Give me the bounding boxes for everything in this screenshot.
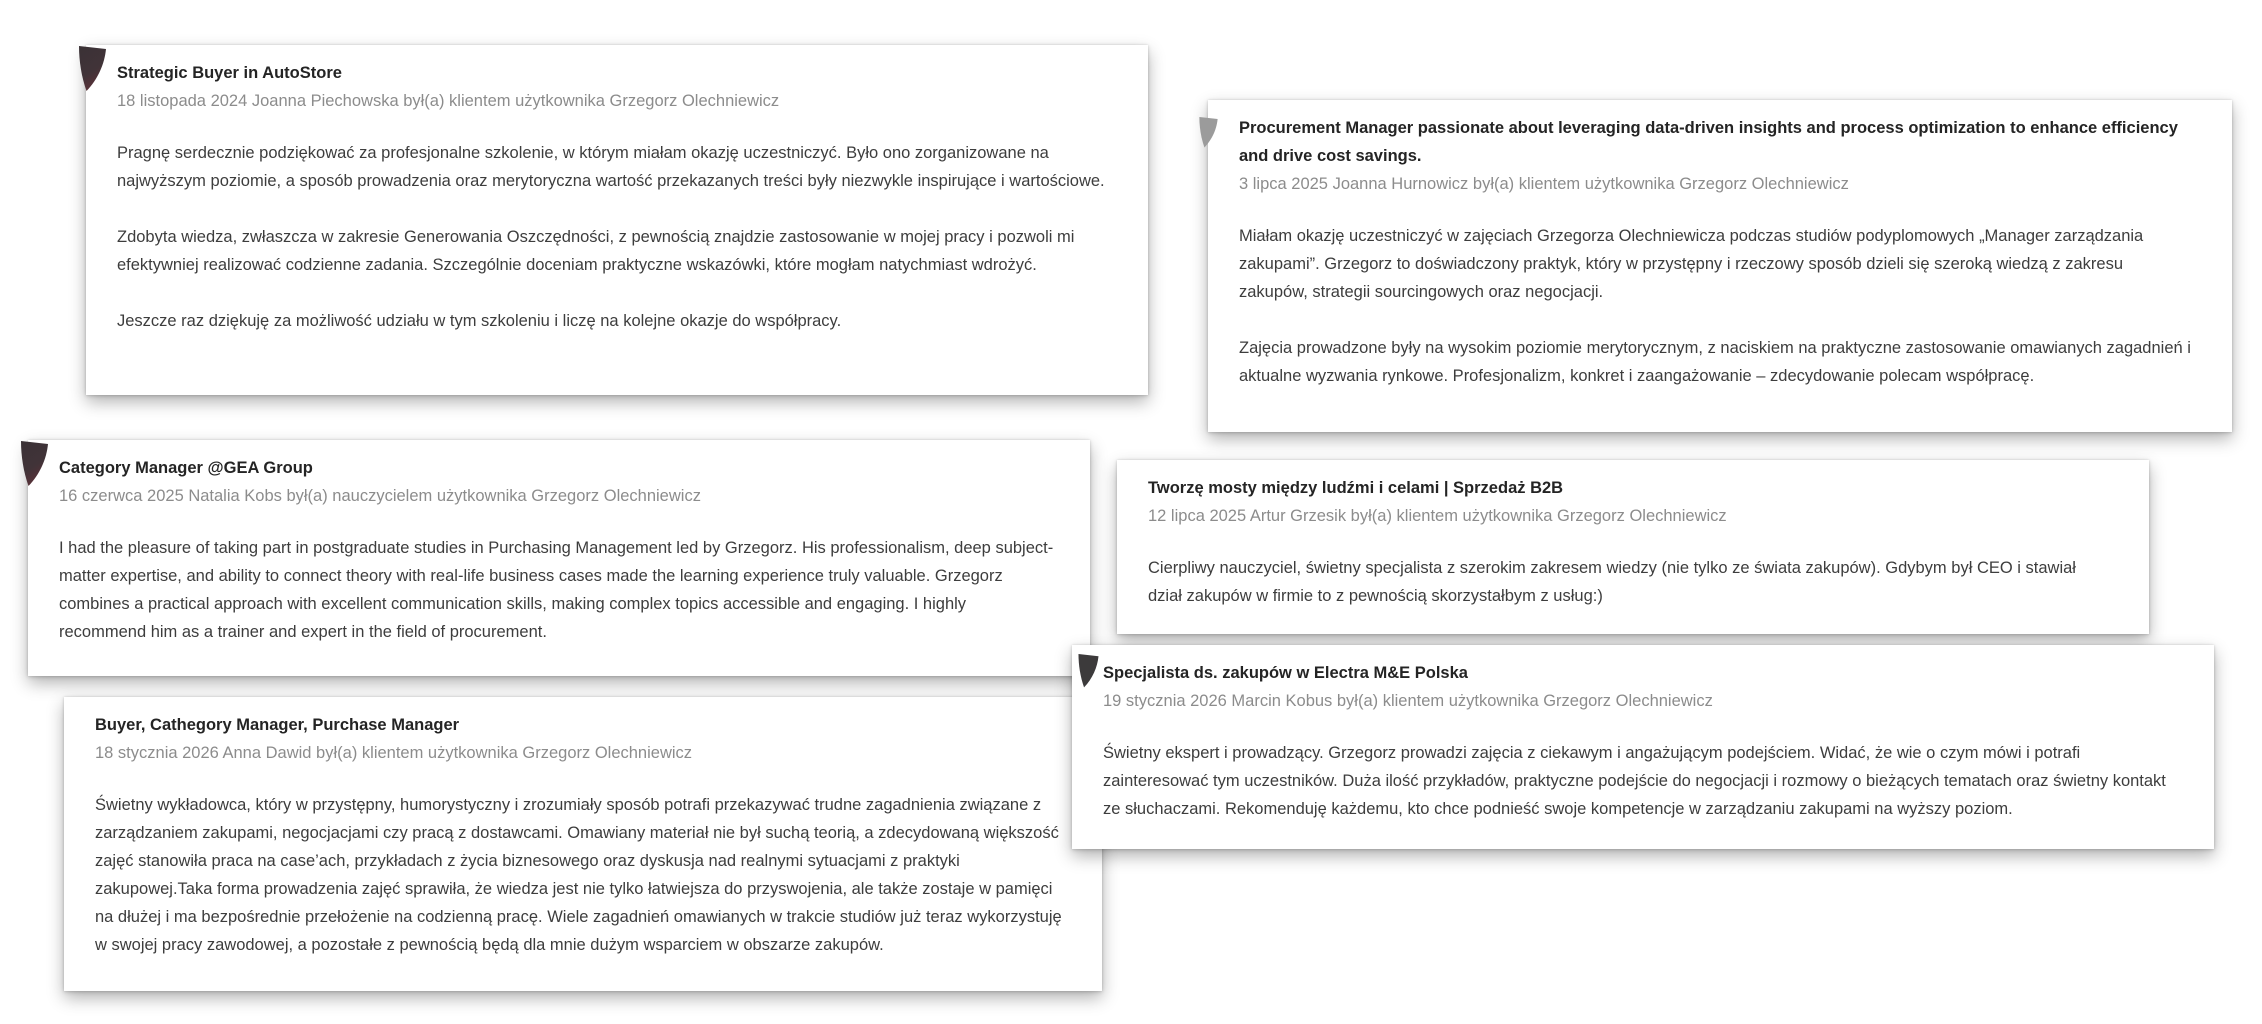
recommendation-paragraph: Świetny wykładowca, który w przystępny, humorystyczny i zrozumiały sposób potrafi przekazywać trudne zagadnienia związane z zarządzaniem zakupami, negocjacjami czy pracą z dostawcami. Omawiany materiał nie był suchą teorią, a zdecydowaną większość zajęć stanowiła praca na case’ach, przykładach z życia biznesowego oraz dyskusja nad realnymi sytuacjami z praktyki zakupowej.Taka forma prowadzenia zajęć sprawiła, że wiedza jest nie tylko łatwiejsza do przyswojenia, ale także zostaje w pamięci na dłużej i ma bezpośrednie przełożenie na codzienną pracę. Wiele zagadnień omawianych w trakcie studiów już teraz wykorzystuję w swojej pracy zawodowej, a pozostałe z pewnością będą dla mnie dużym wsparciem w obszarze zakupów.: [95, 796, 1062, 954]
recommendation-text: [1148, 554, 2113, 610]
recommendation-meta: 3 lipca 2025 Joanna Hurnowicz był(a) klientem użytkownika Grzegorz Olechniewicz: [1239, 175, 1849, 193]
recommendation-card-grzesik: [1117, 460, 2149, 634]
recommendation-paragraph: Miałam okazję uczestniczyć w zajęciach Grzegorza Olechniewicza podczas studiów podyplomowych „Manager zarządzania zakupami”. Grzegorz to doświadczony praktyk, który w przystępny i rzeczowy sposób dzieli się szeroką wiedzą z zakresu zakupów, strategii sourcingowych oraz negocjacji.: [1239, 227, 2144, 301]
recommendation-card-kobs: [28, 440, 1090, 676]
card-header: [1239, 114, 2196, 198]
recommendation-paragraph: I had the pleasure of taking part in postgraduate studies in Purchasing Management led by Grzegorz. His professionalism, deep subject-matter expertise, and ability to connect theory with real-life business cases made the learning experience truly valuable. Grzegorz combines a practical approach with excellent communication skills, making complex topics accessible and engaging. I highly recommend him as a trainer and expert in the field of procurement.: [59, 539, 1054, 641]
folded-corner-icon: [1198, 117, 1219, 146]
recommender-headline: Buyer, Cathegory Manager, Purchase Manager: [95, 716, 460, 734]
recommender-headline: Tworzę mosty między ludźmi i celami | Sprzedaż B2B: [1148, 479, 1564, 497]
folded-corner-icon: [19, 441, 50, 487]
recommendation-meta: 19 stycznia 2026 Marcin Kobus był(a) klientem użytkownika Grzegorz Olechniewicz: [1103, 692, 1713, 710]
recommender-headline: Specjalista ds. zakupów w Electra M&E Polska: [1103, 664, 1468, 682]
card-header: [59, 454, 1054, 510]
recommendation-card-hurnowicz: [1208, 100, 2232, 432]
recommendation-text: [1239, 222, 2196, 390]
recommendation-text: [117, 139, 1112, 335]
recommender-headline: Category Manager @GEA Group: [59, 459, 313, 477]
recommendation-paragraph: Zdobyta wiedza, zwłaszcza w zakresie Generowania Oszczędności, z pewnością znajdzie zastosowanie w mojej pracy i pozwoli mi efektywniej realizować codzienne zadania. Szczególnie doceniam praktyczne wskazówki, które mogłam natychmiast wdrożyć.: [117, 228, 1075, 274]
recommendation-card-piechowska: [86, 45, 1148, 395]
recommendation-paragraph: Pragnę serdecznie podziękować za profesjonalne szkolenie, w którym miałam okazję uczestniczyć. Było ono zorganizowane na najwyższym poziomie, a sposób prowadzenia oraz merytoryczna wartość przekazanych treści były niezwykle inspirujące i wartościowe.: [117, 144, 1105, 190]
recommendation-meta: 18 stycznia 2026 Anna Dawid był(a) klientem użytkownika Grzegorz Olechniewicz: [95, 744, 693, 762]
recommendation-meta: 16 czerwca 2025 Natalia Kobs był(a) nauczycielem użytkownika Grzegorz Olechniewicz: [59, 487, 701, 505]
recommendation-meta: 18 listopada 2024 Joanna Piechowska był(a) klientem użytkownika Grzegorz Olechniewicz: [117, 92, 780, 110]
card-header: [1103, 659, 2178, 715]
recommendation-paragraph: Cierpliwy nauczyciel, świetny specjalista z szerokim zakresem wiedzy (nie tylko ze świata zakupów). Gdybym był CEO i stawiał dział zakupów w firmie to z pewnością skorzystałbym z usług:): [1148, 559, 2076, 605]
card-header: [1148, 474, 2113, 530]
recommendation-meta: 12 lipca 2025 Artur Grzesik był(a) klientem użytkownika Grzegorz Olechniewicz: [1148, 507, 1727, 525]
recommendation-paragraph: Jeszcze raz dziękuję za możliwość udziału w tym szkoleniu i liczę na kolejne okazje do współpracy.: [117, 312, 842, 330]
recommendation-card-kobus: [1072, 645, 2214, 849]
recommendation-text: [95, 791, 1066, 959]
recommendation-card-dawid: [64, 697, 1102, 991]
folded-corner-icon: [77, 46, 108, 92]
folded-corner-icon: [1077, 654, 1100, 686]
recommendation-text: [59, 534, 1054, 646]
recommendation-paragraph: Zajęcia prowadzone były na wysokim poziomie merytorycznym, z naciskiem na praktyczne zastosowanie omawianych zagadnień i aktualne wyzwania rynkowe. Profesjonalizm, konkret i zaangażowanie – zdecydowanie polecam współpracę.: [1239, 339, 2191, 385]
recommender-headline: Strategic Buyer in AutoStore: [117, 64, 342, 82]
card-header: [95, 711, 1066, 767]
card-header: [117, 59, 1112, 115]
recommender-headline: Procurement Manager passionate about leveraging data-driven insights and process optimization to enhance efficiency and drive cost savings.: [1239, 119, 2178, 165]
recommendation-paragraph: Świetny ekspert i prowadzący. Grzegorz prowadzi zajęcia z ciekawym i angażującym podejściem. Widać, że wie o czym mówi i potrafi zainteresować tym uczestników. Duża ilość przykładów, praktyczne podejście do negocjacji i rozmowy o bieżących tematach oraz świetny kontakt ze słuchaczami. Rekomenduję każdemu, kto chce podnieść swoje kompetencje w zarządzaniu zakupami na wyższy poziom.: [1103, 744, 2166, 818]
recommendation-text: [1103, 739, 2178, 823]
